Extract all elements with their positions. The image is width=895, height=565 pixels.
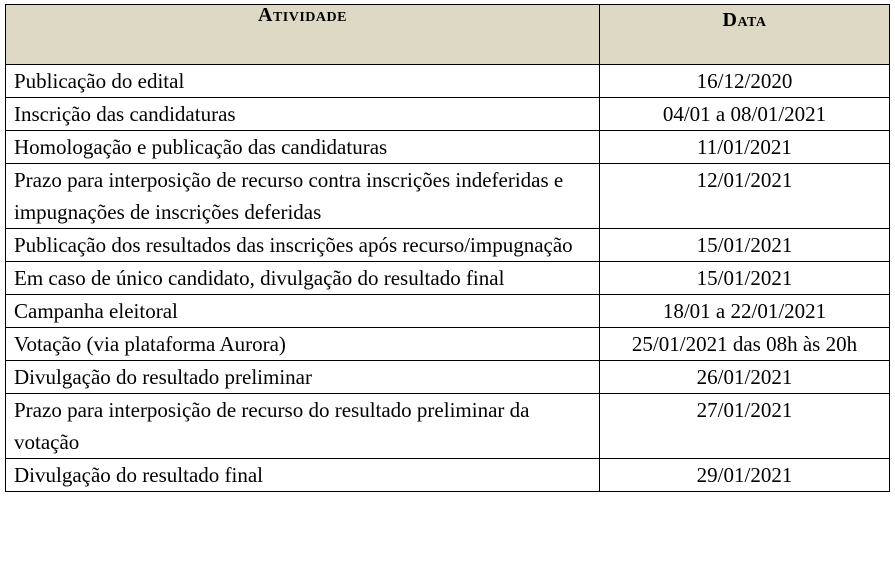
column-header-date <box>600 5 890 65</box>
column-header-date-label: Data <box>722 9 767 31</box>
date-cell: 29/01/2021 <box>600 459 890 492</box>
header-row <box>6 5 890 65</box>
activity-cell: Prazo para interposição de recurso contra inscrições indeferidas e impugnações de inscrições deferidas <box>6 164 600 229</box>
table-row <box>6 328 890 361</box>
table-row <box>6 164 890 229</box>
activity-cell: Inscrição das candidaturas <box>6 98 600 131</box>
date-cell: 15/01/2021 <box>600 229 890 262</box>
column-header-activity-label: Atividade <box>258 4 347 26</box>
date-cell: 18/01 a 22/01/2021 <box>600 295 890 328</box>
table-row <box>6 394 890 459</box>
activity-cell: Votação (via plataforma Aurora) <box>6 328 600 361</box>
date-cell: 27/01/2021 <box>600 394 890 459</box>
schedule-table <box>5 4 890 492</box>
table-body <box>6 65 890 492</box>
table-row <box>6 65 890 98</box>
column-header-activity <box>6 5 600 65</box>
date-cell: 11/01/2021 <box>600 131 890 164</box>
date-cell: 16/12/2020 <box>600 65 890 98</box>
activity-cell: Publicação do edital <box>6 65 600 98</box>
date-cell: 15/01/2021 <box>600 262 890 295</box>
table-row <box>6 295 890 328</box>
table-row <box>6 459 890 492</box>
activity-cell: Homologação e publicação das candidaturas <box>6 131 600 164</box>
date-cell: 25/01/2021 das 08h às 20h <box>600 328 890 361</box>
table-row <box>6 229 890 262</box>
activity-cell: Publicação dos resultados das inscrições após recurso/impugnação <box>6 229 600 262</box>
date-cell: 04/01 a 08/01/2021 <box>600 98 890 131</box>
activity-cell: Em caso de único candidato, divulgação do resultado final <box>6 262 600 295</box>
table-row <box>6 98 890 131</box>
table-row <box>6 131 890 164</box>
activity-cell: Campanha eleitoral <box>6 295 600 328</box>
table-row <box>6 262 890 295</box>
date-cell: 12/01/2021 <box>600 164 890 229</box>
activity-cell: Prazo para interposição de recurso do resultado preliminar da votação <box>6 394 600 459</box>
table-row <box>6 361 890 394</box>
activity-cell: Divulgação do resultado final <box>6 459 600 492</box>
date-cell: 26/01/2021 <box>600 361 890 394</box>
activity-cell: Divulgação do resultado preliminar <box>6 361 600 394</box>
table-header <box>6 5 890 65</box>
